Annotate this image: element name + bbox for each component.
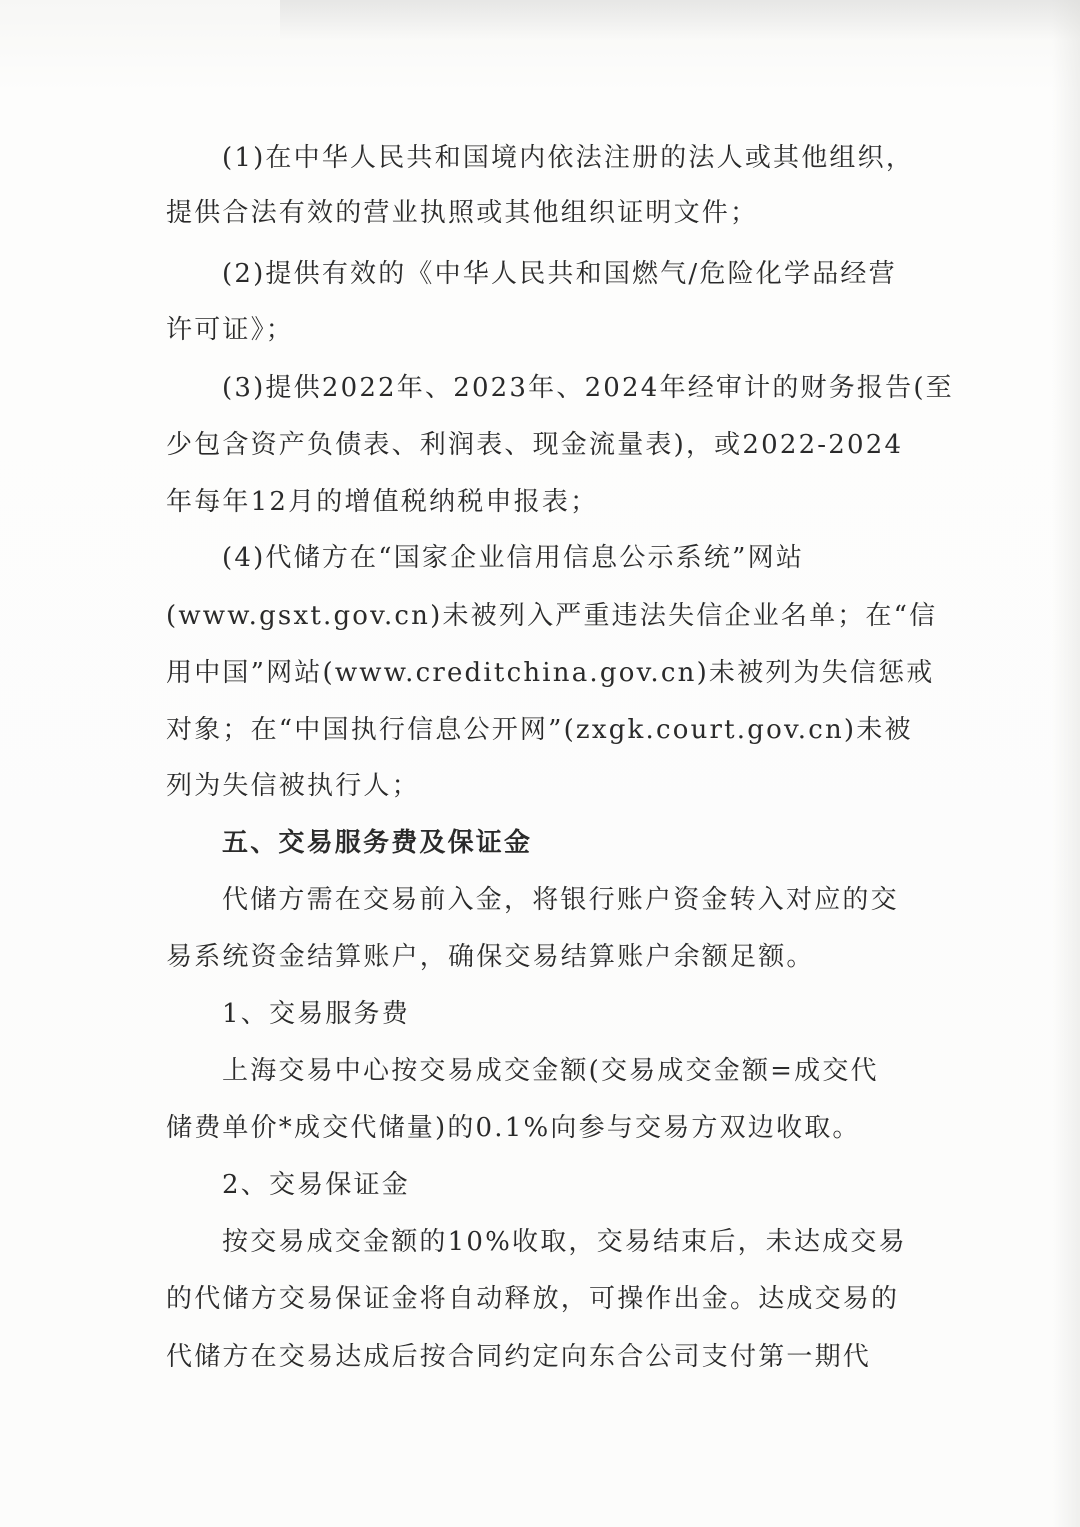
item-2-line-2: 许可证》；: [166, 315, 295, 345]
item-4-line-1: (4)代储方在“国家企业信用信息公示系统”网站: [222, 543, 805, 573]
subsection-2-line-2: 的代储方交易保证金将自动释放，可操作出金。达成交易的: [166, 1284, 900, 1314]
subsection-2-heading: 2、交易保证金: [222, 1170, 410, 1200]
subsection-1-line-1: 上海交易中心按交易成交金额(交易成交金额=成交代: [222, 1056, 879, 1086]
item-4-line-5: 列为失信被执行人；: [166, 771, 420, 801]
section-5-para-1-line-2: 易系统资金结算账户，确保交易结算账户余额足额。: [166, 942, 815, 972]
item-3-line-3: 年每年12月的增值税纳税申报表；: [166, 487, 599, 517]
scan-shadow-right: [1052, 0, 1080, 1527]
item-1-line-2: 提供合法有效的营业执照或其他组织证明文件；: [166, 198, 759, 228]
subsection-2-line-3: 代储方在交易达成后按合同约定向东合公司支付第一期代: [166, 1342, 872, 1372]
subsection-1-line-2: 储费单价*成交代储量)的0.1%向参与交易方双边收取。: [166, 1113, 861, 1143]
item-3-line-1: (3)提供2022年、2023年、2024年经审计的财务报告(至: [222, 373, 954, 403]
item-3-line-2: 少包含资产负债表、利润表、现金流量表)，或2022-2024: [166, 430, 904, 460]
section-5-heading: 五、交易服务费及保证金: [222, 828, 533, 858]
subsection-2-line-1: 按交易成交金额的10%收取，交易结束后，未达成交易: [222, 1227, 907, 1257]
item-4-line-2: (www.gsxt.gov.cn)未被列入严重违法失信企业名单；在“信: [166, 601, 938, 631]
item-1-line-1: (1)在中华人民共和国境内依法注册的法人或其他组织，: [222, 143, 915, 173]
item-2-line-1: (2)提供有效的《中华人民共和国燃气/危险化学品经营: [222, 259, 897, 289]
item-4-line-3: 用中国”网站(www.creditchina.gov.cn)未被列为失信惩戒: [166, 658, 935, 688]
scan-shadow-top: [280, 0, 1080, 40]
item-4-line-4: 对象；在“中国执行信息公开网”(zxgk.court.gov.cn)未被: [166, 715, 913, 745]
subsection-1-heading: 1、交易服务费: [222, 999, 410, 1029]
section-5-para-1-line-1: 代储方需在交易前入金，将银行账户资金转入对应的交: [222, 885, 899, 915]
